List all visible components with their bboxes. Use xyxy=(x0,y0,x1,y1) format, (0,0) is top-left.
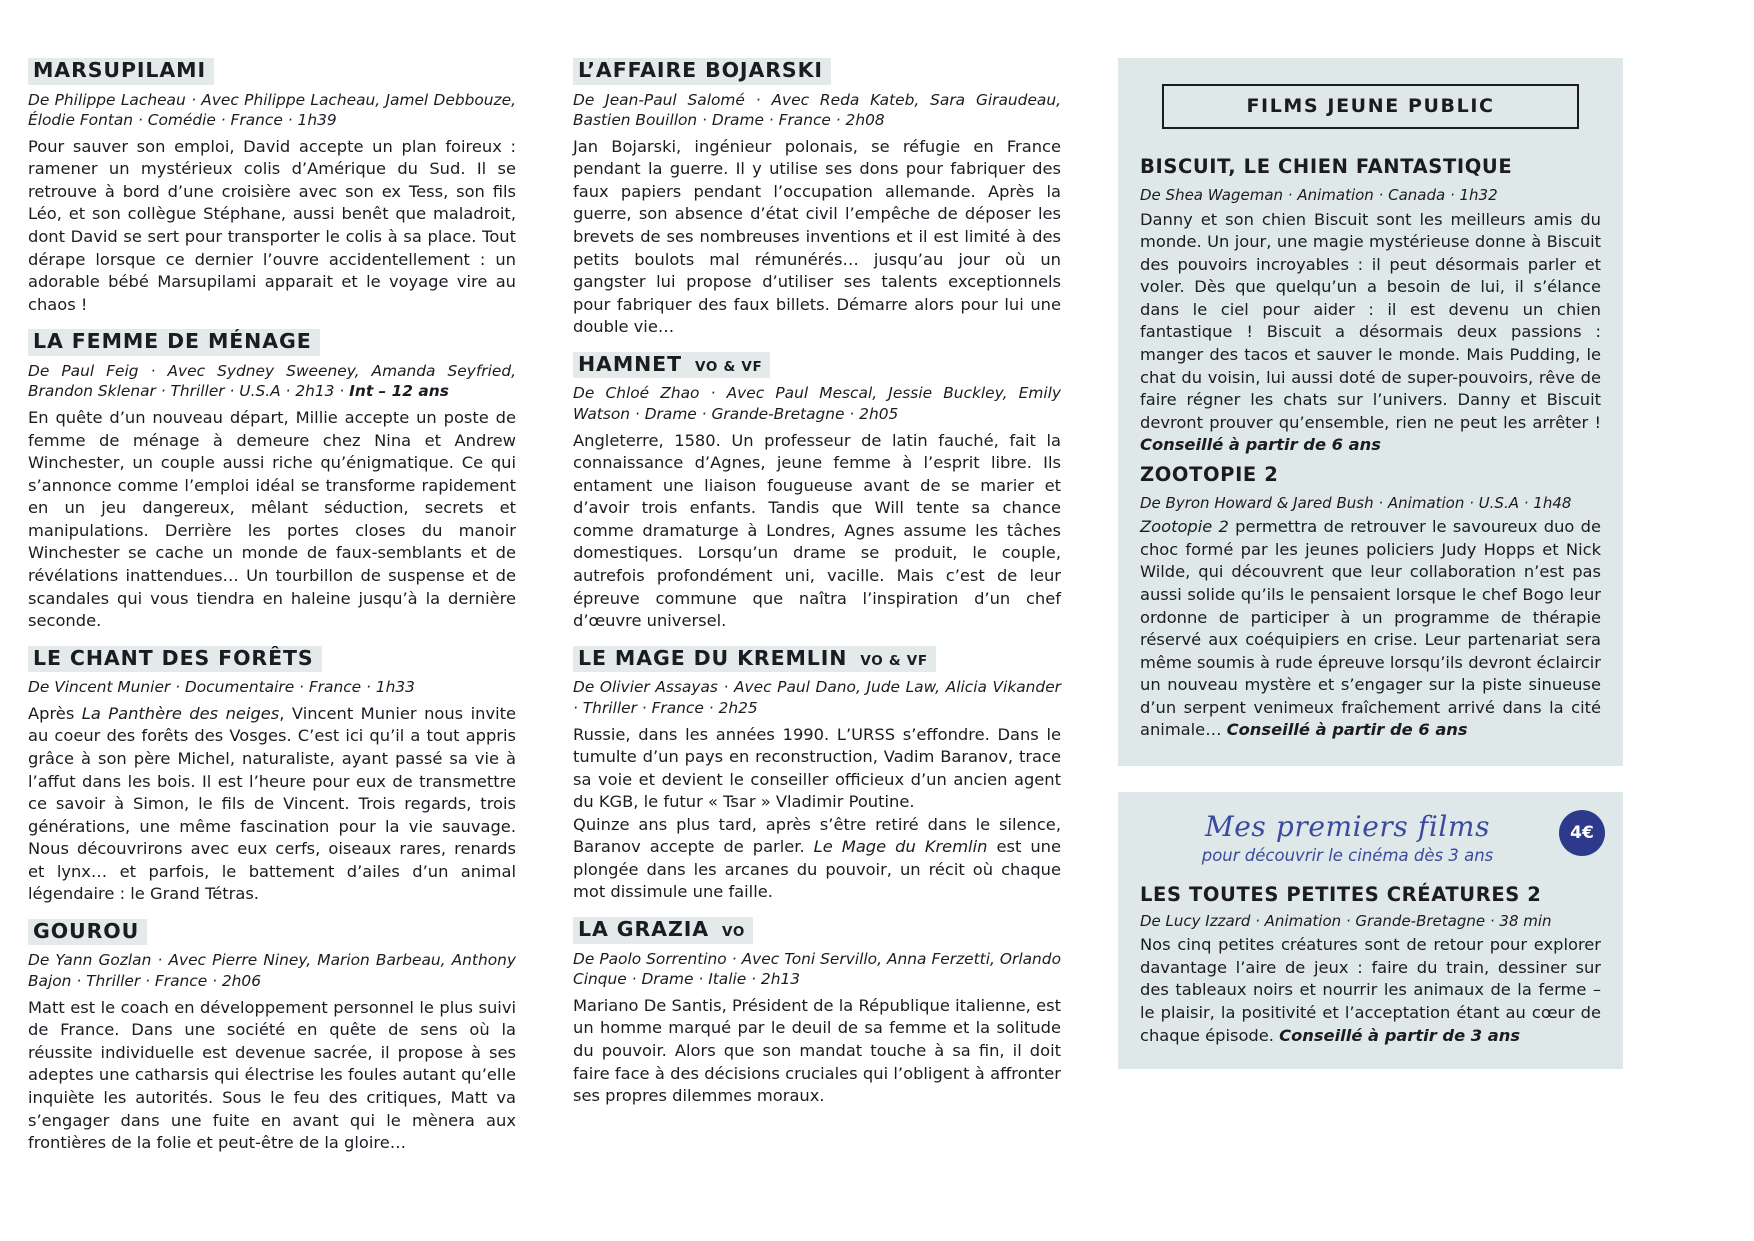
film-entry-la-femme-de-menage xyxy=(28,329,516,643)
banner-label: FILMS JEUNE PUBLIC xyxy=(1246,95,1495,117)
synopsis-body: Danny et son chien Biscuit sont les meilleurs amis du monde. Un jour, une magie mystérieuse donne à Biscuit des pouvoirs incroyables : il peut désormais parler et voler. Dès que quelqu’un a besoin de lui, il s’élance dans le ciel pour aider : il est devenu un chien fantastique ! Biscuit a désormais deux passions : manger des tacos et sauver le monde. Mais Pudding, le chat du voisin, lui aussi doté de super-pouvoirs, rêve de faire régner les chats sur l’univers. Danny et Biscuit devront prouver qu’ensemble, rien ne peut les arrêter ! xyxy=(1140,209,1601,432)
film-synopsis xyxy=(1140,209,1601,457)
film-credits: De Shea Wageman · Animation · Canada · 1h32 xyxy=(1140,186,1498,205)
film-synopsis xyxy=(1140,516,1601,742)
mes-premiers-films-header xyxy=(1140,809,1601,865)
film-synopsis: Angleterre, 1580. Un professeur de latin fauché, fait la connaissance d’Agnes, jeune femme à l’esprit libre. Ils entament une liaison fougueuse avant de se marier et d’avoir trois enfants. Tandis que Will tente sa chance comme dramaturge à Londres, Agnes assume les tâches domestiques. Lorsqu’un drame se produit, le couple, autrefois profondément uni, vacille. Mais c’est de leur épreuve commune que naîtra l’inspiration d’un chef d’œuvre universel. xyxy=(573,430,1061,631)
age-advice-note: Conseillé à partir de 6 ans xyxy=(1140,435,1381,455)
film-synopsis: Russie, dans les années 1990. L’URSS s’effondre. Dans le tumulte d’un pays en reconstruction, Vadim Baranov, trace sa voie et devient le conseiller officieux d’un ancien agent du KGB, le futur « Tsar » Vladimir Poutine. xyxy=(573,724,1061,812)
film-synopsis: Jan Bojarski, ingénieur polonais, se réfugie en France pendant la guerre. Il y utilise ses dons pour fabriquer des faux papiers pendant l’occupation allemande. Après la guerre, son absence d’état civil l’empêche de déposer les brevets de ses nombreuses inventions et il est limité à des petits boulots mal rémunérés… jusqu’au jour où un gangster lui propose d’utiliser ses talents exceptionnels pour fabriquer des faux billets. Démarre alors pour lui une double vie… xyxy=(573,136,1061,337)
synopsis-body: permettra de retrouver le savoureux duo de choc formé par les jeunes policiers Judy Hopps et Nick Wilde, qui découvrent que leur collaboration n’est pas aussi solide qu’ils le pensaient lorsque le chef Bogo leur ordonne de participer à un programme de thérapie réservé aux coéquipiers en crise. Leur partenariat sera même soumis à rude épreuve lorsqu’ils devront éclaircir un nouveau mystère et s’engager sur la piste sinueuse d’un serpent venimeux fraîchement arrivé dans la cité animale… xyxy=(1140,517,1601,740)
film-credits: De Vincent Munier · Documentaire · France · 1h33 xyxy=(28,678,415,697)
film-title: LE CHANT DES FORÊTS xyxy=(33,645,314,670)
film-credits: De Philippe Lacheau · Avec Philippe Lacheau, Jamel Debbouze, Élodie Fontan · Comédie · France · 1h39 xyxy=(28,90,516,130)
film-synopsis: Mariano De Santis, Président de la République italienne, est un homme marqué par le deuil de sa femme et la solitude du pouvoir. Alors que son mandat touche à sa fin, il doit faire face à des décisions cruciales qui l’obligent à affronter ses propres dilemmes moraux. xyxy=(573,995,1061,1106)
film-title: LA FEMME DE MÉNAGE xyxy=(33,329,312,354)
film-entry-les-toutes-petites-creatures-2 xyxy=(1140,883,1601,1047)
film-title-block xyxy=(573,58,831,85)
synopsis-body: Nos cinq petites créatures sont de retour pour explorer davantage l’aire de jeux : faire du train, dessiner sur des tableaux noirs et nourrir les animaux de la ferme – le plaisir, la positivité et l’acceptation étant au cœur de chaque épisode. xyxy=(1140,935,1601,1045)
film-credits: De Paolo Sorrentino · Avec Toni Servillo, Anna Ferzetti, Orlando Cinque · Drame · Italie · 2h13 xyxy=(573,949,1061,989)
film-title: LA GRAZIA xyxy=(578,917,709,942)
film-title: MARSUPILAMI xyxy=(33,58,206,82)
film-synopsis: Pour sauver son emploi, David accepte un plan foireux : ramener un mystérieux colis d’Amérique du Sud. Il se retrouve à bord d’une croisière avec son ex Tess, son fils Léo, et son collègue Stéphane, aussi benêt que maladroit, dont David se sert pour transporter le colis à sa place. Tout dérape lorsque ce dernier l’ouvre accidentellement : un adorable bébé Marsupilami apparait et le voyage vire au chaos ! xyxy=(28,136,516,314)
age-advice-note: Conseillé à partir de 6 ans xyxy=(1226,720,1468,740)
films-jeune-public-banner xyxy=(1162,84,1579,129)
film-credits xyxy=(28,361,516,402)
film-synopsis xyxy=(28,703,516,906)
film-title-block xyxy=(1140,883,1549,908)
film-credits: De Lucy Izzard · Animation · Grande-Bretagne · 38 min xyxy=(1140,912,1552,931)
column-middle xyxy=(573,58,1073,1221)
film-title-block xyxy=(1140,463,1286,488)
film-entry-le-mage-du-kremlin xyxy=(573,646,1061,915)
film-entry-le-chant-des-forets xyxy=(28,646,516,917)
film-credits: De Jean-Paul Salomé · Avec Reda Kateb, Sara Giraudeau, Bastien Bouillon · Drame · France · 2h08 xyxy=(573,90,1061,130)
synopsis-referenced-title: Zootopie 2 xyxy=(1140,517,1229,537)
film-entry-gourou xyxy=(28,919,516,1166)
synopsis-lead: Après xyxy=(28,703,82,723)
film-title-block xyxy=(573,917,753,944)
film-credits: De Byron Howard & Jared Bush · Animation · U.S.A · 1h48 xyxy=(1140,494,1572,513)
film-credits: De Yann Gozlan · Avec Pierre Niney, Marion Barbeau, Anthony Bajon · Thriller · France · 2h06 xyxy=(28,951,516,991)
synopsis-referenced-title: Le Mage du Kremlin xyxy=(813,837,988,857)
film-title: HAMNET xyxy=(578,351,682,376)
film-version-badge: VO & VF xyxy=(860,652,928,669)
panel-divider xyxy=(1118,766,1623,792)
film-title-block xyxy=(1140,155,1520,180)
panel-title: Mes premiers films xyxy=(1204,809,1491,843)
film-synopsis: En quête d’un nouveau départ, Millie accepte un poste de femme de ménage à demeure chez Nina et Andrew Winchester, un couple aussi riche qu’énigmatique. Ce qui s’annonce comme l’emploi idéal se transforme rapidement en un jeu dangereux, mêlant séduction, secrets et manipulations. Derrière les portes closes du manoir Winchester se cache un monde de faux-semblants et de révélations inattendues… Un tourbillon de suspense et de scandales qui vous tiendra en haleine jusqu’à la dernière seconde. xyxy=(28,408,516,631)
film-title-block xyxy=(28,646,322,673)
age-advice-note: Conseillé à partir de 3 ans xyxy=(1279,1025,1521,1045)
film-title: GOUROU xyxy=(33,918,140,943)
film-entry-la-grazia xyxy=(573,917,1061,1119)
column-left xyxy=(28,58,528,1221)
film-entry-biscuit-le-chien-fantastique xyxy=(1140,155,1601,457)
price-badge: 4€ xyxy=(1559,810,1605,856)
film-entry-marsupilami xyxy=(28,58,516,327)
film-synopsis xyxy=(1140,934,1601,1047)
synopsis-referenced-title: La Panthère des neiges xyxy=(81,703,280,723)
film-entry-laffaire-bojarski xyxy=(573,58,1061,350)
credits-rating-note: Int – 12 ans xyxy=(349,382,449,401)
film-title-block xyxy=(28,919,147,946)
panel-subtitle: pour découvrir le cinéma dès 3 ans xyxy=(1201,845,1494,865)
panel-films-jeune-public xyxy=(1118,58,1623,766)
column-right xyxy=(1118,58,1623,1221)
film-title-block xyxy=(573,352,770,379)
panel-mes-premiers-films xyxy=(1118,792,1623,1069)
film-entry-zootopie-2 xyxy=(1140,463,1601,742)
film-title: ZOOTOPIE 2 xyxy=(1140,462,1279,486)
film-entry-hamnet xyxy=(573,352,1061,644)
film-title-block xyxy=(573,646,936,673)
film-title-block xyxy=(28,58,214,85)
film-title: LES TOUTES PETITES CRÉATURES 2 xyxy=(1140,882,1542,906)
credits-text: De Paul Feig · Avec Sydney Sweeney, Amanda Seyfried, Brandon Sklenar · Thriller · U.S.A · 2h13 · xyxy=(28,361,516,401)
film-credits: De Chloé Zhao · Avec Paul Mescal, Jessie Buckley, Emily Watson · Drame · Grande-Bretagne · 2h05 xyxy=(573,384,1061,424)
film-version-badge: VO & VF xyxy=(694,358,763,375)
film-title: L’AFFAIRE BOJARSKI xyxy=(578,58,823,82)
synopsis-body: est une plongée dans les arcanes du pouvoir, un récit où chaque mot dissimule une faille. xyxy=(573,837,1061,902)
film-credits: De Olivier Assayas · Avec Paul Dano, Jude Law, Alicia Vikander · Thriller · France · 2h25 xyxy=(573,678,1061,717)
film-title: LE MAGE DU KREMLIN xyxy=(578,645,848,670)
film-synopsis-second-paragraph xyxy=(573,814,1061,904)
film-title: BISCUIT, LE CHIEN FANTASTIQUE xyxy=(1140,155,1513,178)
film-title-block xyxy=(28,329,320,356)
film-synopsis: Matt est le coach en développement personnel le plus suivi de France. Dans une société en quête de sens où la réussite individuelle est devenue sacrée, il propose à ses adeptes une catharsis qui électrise les foules autant qu’elle inquiète les autorités. Sous le feu des critiques, Matt va s’engager dans une fuite en avant qui le mènera aux frontières de la folie et peut-être de la gloire… xyxy=(28,997,516,1153)
film-version-badge: VO xyxy=(722,924,746,941)
synopsis-lead: Quinze ans plus tard, après s’être retiré dans le silence, Baranov accepte de parler. xyxy=(573,814,1061,857)
synopsis-body: , Vincent Munier nous invite au coeur des forêts des Vosges. C’est ici qu’il a tout appris grâce à son père Michel, naturaliste, ayant passé sa vie à l’affut dans les bois. Il est l’heure pour eux de transmettre ce savoir à Simon, le fils de Vincent. Trois regards, trois générations, une même fascination pour la vie sauvage. Nous découvrirons avec eux cerfs, oiseaux rares, renards et lynx… et parfois, le battement d’ailes d’un animal légendaire : le Grand Tétras. xyxy=(28,703,517,904)
